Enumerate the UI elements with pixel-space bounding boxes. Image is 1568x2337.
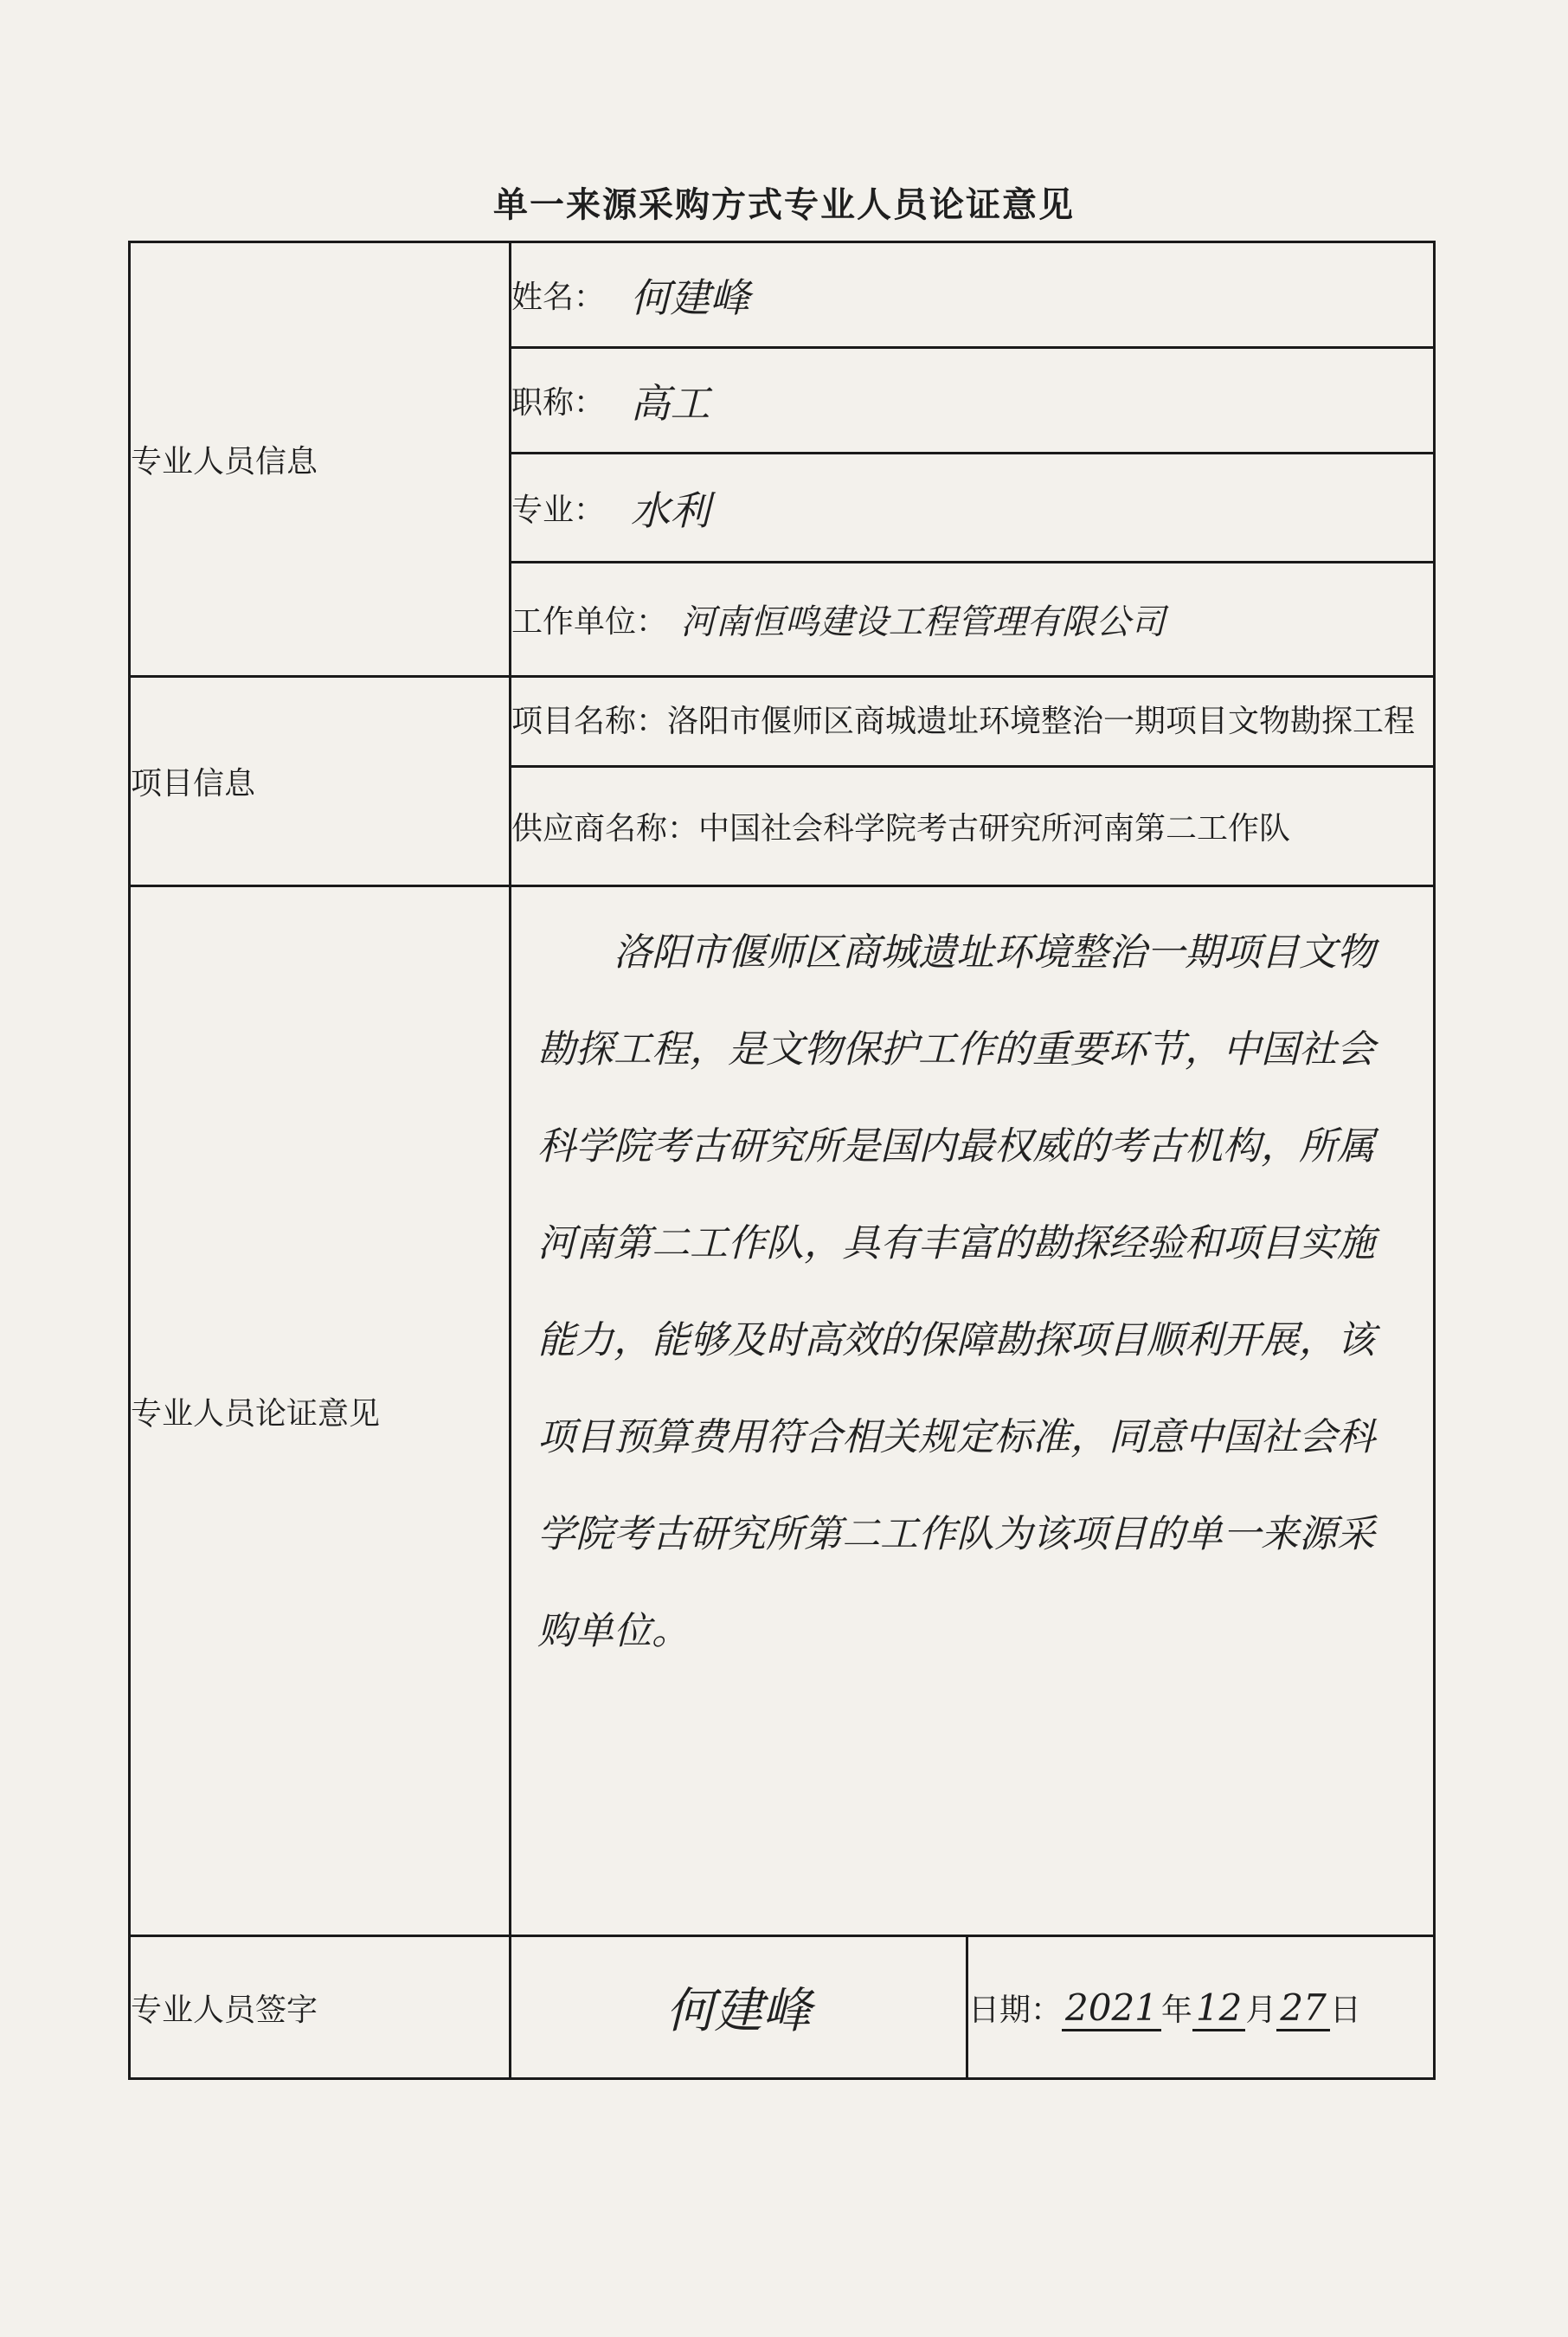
project-info-section (130, 677, 511, 886)
signature-label: 专业人员签字 (131, 1992, 318, 2028)
date-year: 2021 (1062, 1986, 1161, 2031)
project-info-label: 项目信息 (131, 766, 256, 802)
employer-row (511, 563, 1435, 677)
supplier-label: 供应商名称： (511, 811, 699, 847)
form-table (128, 241, 1436, 2080)
project-name-row (511, 677, 1435, 767)
name-label: 姓名： (511, 280, 606, 315)
opinion-section (130, 886, 511, 1936)
personnel-info-section (130, 242, 511, 677)
signature-value: 何建峰 (665, 1983, 812, 2039)
supplier-row (511, 767, 1435, 886)
page-title: 单一来源采购方式专业人员论证意见 (493, 185, 1075, 225)
date-month: 12 (1192, 1986, 1245, 2031)
date-year-unit: 年 (1160, 1992, 1192, 2028)
signature-section (130, 1936, 511, 2079)
title-row (511, 348, 1435, 454)
title-value: 高工 (630, 379, 710, 427)
personnel-info-label: 专业人员信息 (131, 444, 318, 480)
date-cell (967, 1936, 1435, 2079)
project-name-value: 洛阳市偃师区商城遗址环境整治一期项目文物勘探工程 (667, 703, 1416, 739)
title-label: 职称： (511, 385, 606, 421)
specialty-value: 水利 (630, 486, 710, 534)
date-month-unit: 月 (1245, 1992, 1277, 2028)
date-label: 日期： (968, 1992, 1063, 2028)
specialty-row (511, 454, 1435, 563)
signature-box (511, 1936, 967, 2079)
opinion-label: 专业人员论证意见 (131, 1395, 381, 1432)
name-value: 何建峰 (630, 274, 750, 321)
specialty-label: 专业： (511, 493, 606, 528)
date-day-unit: 日 (1329, 1992, 1361, 2028)
opinion-text: 洛阳市偃师区商城遗址环境整治一期项目文物勘探工程，是文物保护工作的重要环节，中国社会科学院考古研究所是国内最权威的考古机构，所属河南第二工作队，具有丰富的勘探经验和项目实施能力，能够及时高效的保障勘探项目顺利开展，该项目预算费用符合相关规定标准，同意中国社会科学院考古研究所第二工作队为该项目的单一来源采购单位。 (511, 886, 1435, 1936)
supplier-value: 中国社会科学院考古研究所河南第二工作队 (698, 811, 1291, 847)
project-name-label: 项目名称： (511, 703, 668, 739)
name-row (511, 242, 1435, 348)
employer-label: 工作单位： (511, 604, 668, 640)
employer-value: 河南恒鸣建设工程管理有限公司 (680, 602, 1166, 642)
date-day: 27 (1276, 1986, 1329, 2031)
